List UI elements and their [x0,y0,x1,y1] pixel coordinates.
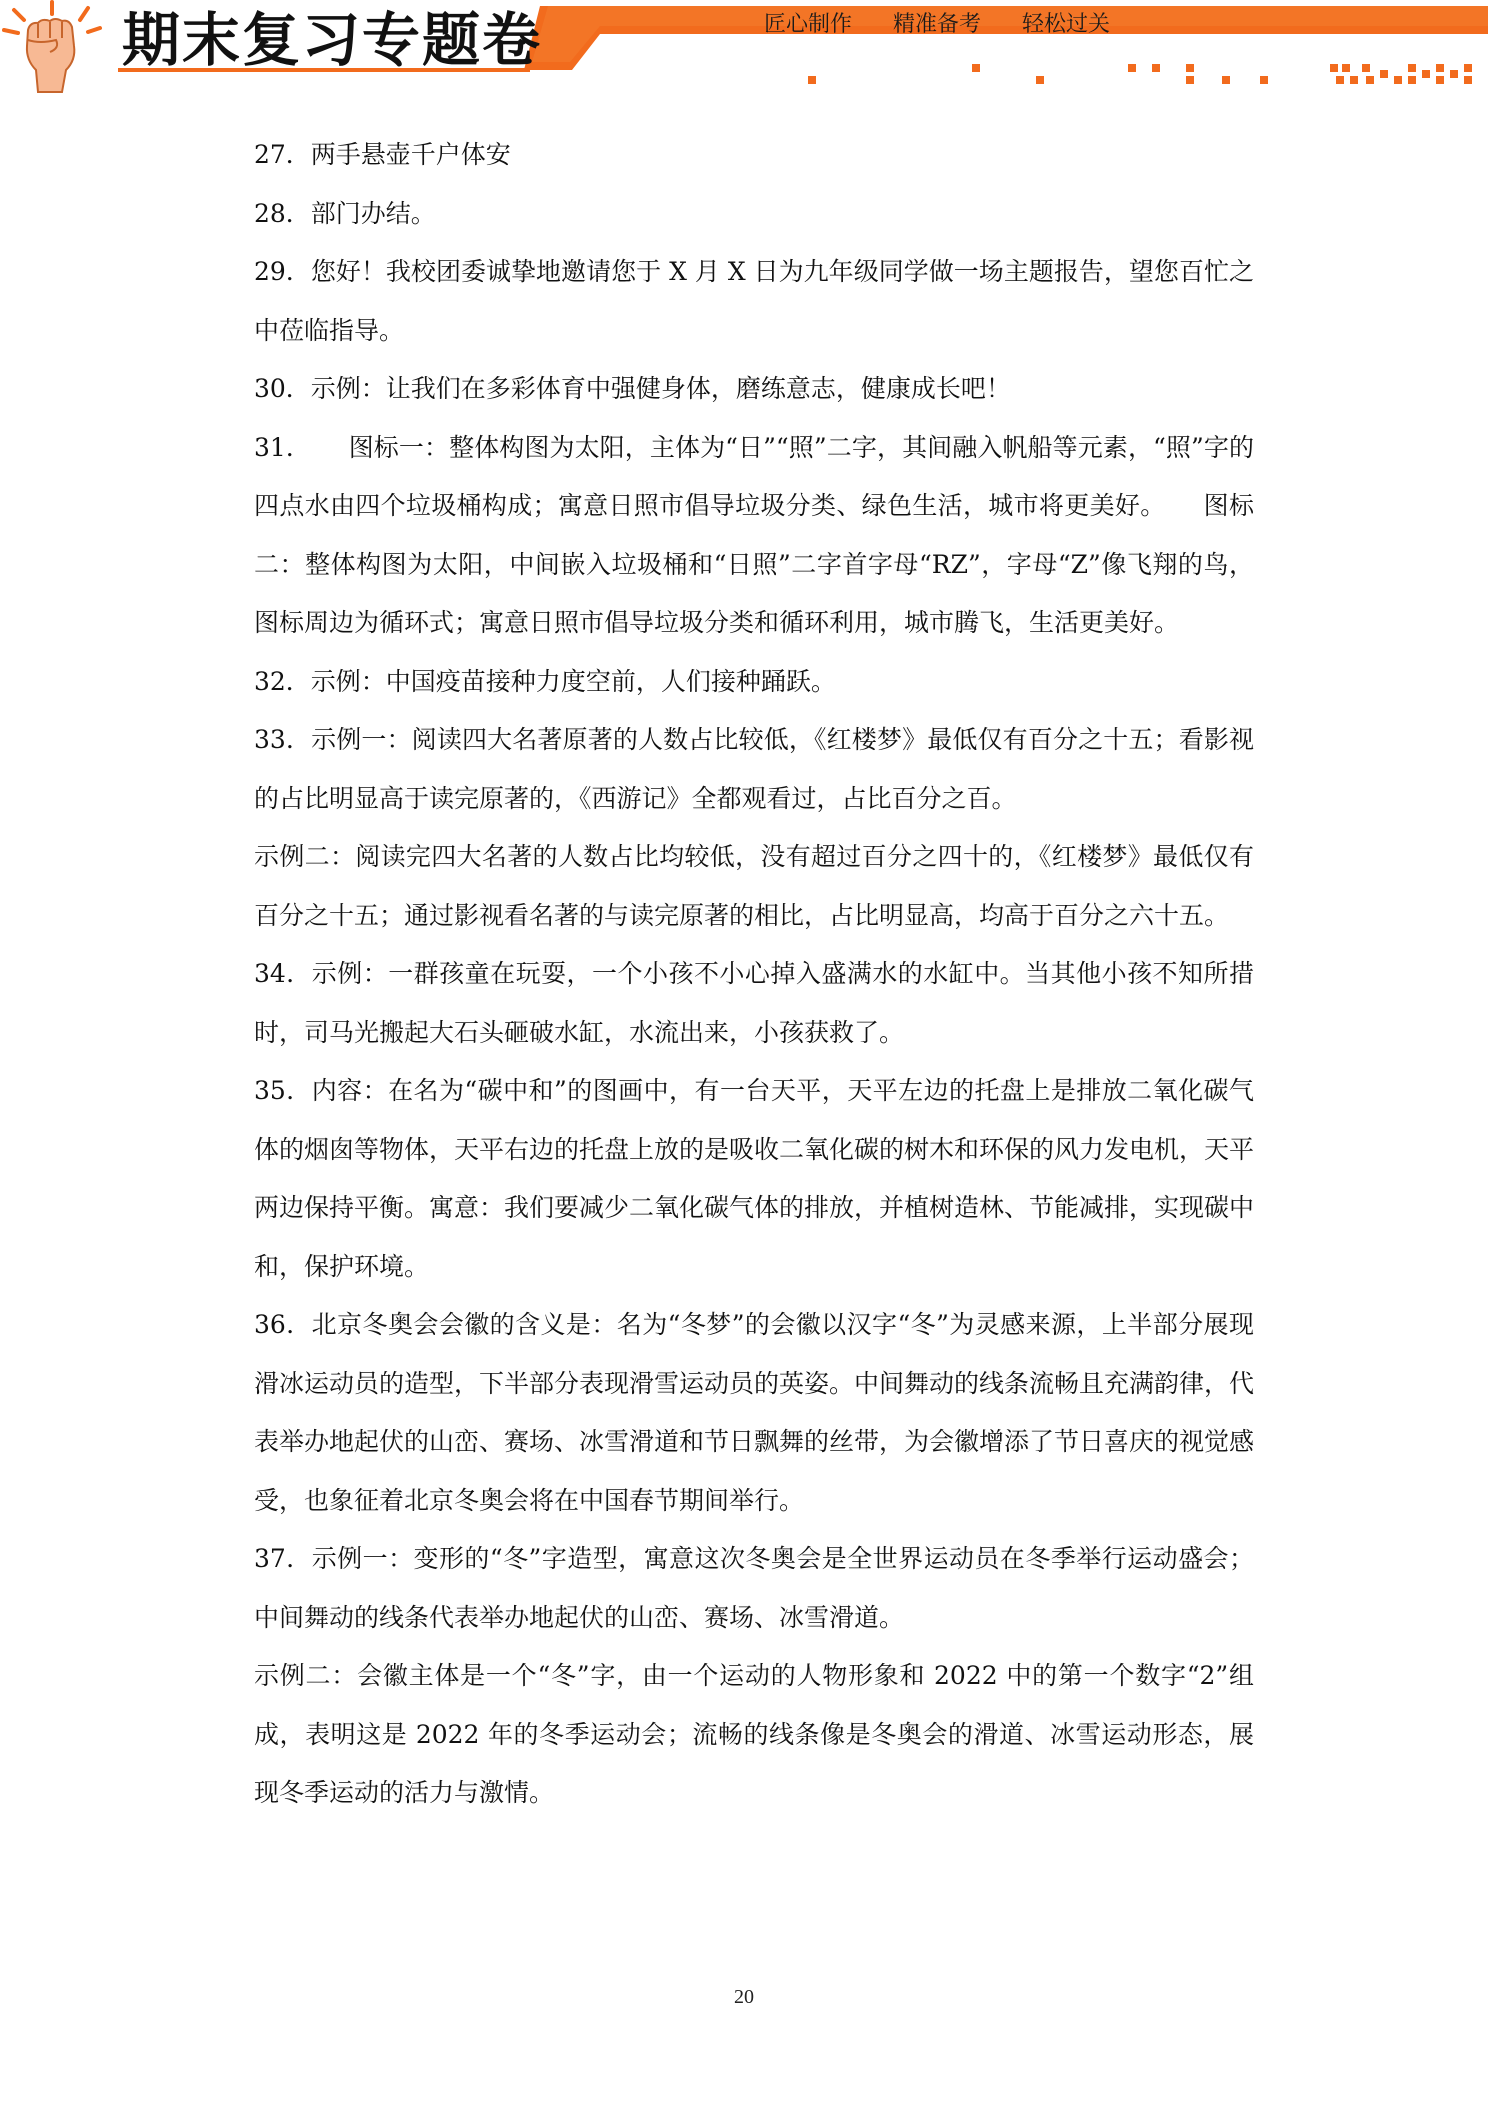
slogan [764,8,1110,42]
answer-paragraph: 32．示例：中国疫苗接种力度空前，人们接种踊跃。 [254,666,836,696]
answer-paragraph: 33．示例一：阅读四大名著原著的人数占比较低，《红楼梦》最低仅有百分之十五；看影视的占比明显高于读完原著的，《西游记》全都观看过，占比百分之百。 [254,725,1254,813]
answer-paragraph: 29．您好！我校团委诚挚地邀请您于 X 月 X 日为九年级同学做一场主题报告，望您百忙之中莅临指导。 [254,257,1254,345]
answer-paragraph: 34．示例：一群孩童在玩耍，一个小孩不小心掉入盛满水的水缸中。当其他小孩不知所措时，司马光搬起大石头砸破水缸，水流出来，小孩获救了。 [254,959,1254,1047]
answer-paragraph: 36．北京冬奥会会徽的含义是：名为“冬梦”的会徽以汉字“冬”为灵感来源，上半部分展现滑冰运动员的造型，下半部分表现滑雪运动员的英姿。中间舞动的线条流畅且充满韵律，代表举办地起伏的山峦、赛场、冰雪滑道和节日飘舞的丝带，为会徽增添了节日喜庆的视觉感受，也象征着北京冬奥会将在中国春节期间举行。 [254,1310,1255,1515]
answer-paragraph: 30．示例：让我们在多彩体育中强健身体，磨练意志，健康成长吧！ [254,374,1011,403]
answer-paragraph: 示例二：阅读完四大名著的人数占比均较低，没有超过百分之四十的，《红楼梦》最低仅有百分之十五；通过影视看名著的与读完原著的相比，占比明显高，均高于百分之六十五。 [254,842,1254,930]
fist-icon [0,0,104,94]
slogan-item: 匠心制作 [764,12,853,37]
page-number: 20 [734,1986,754,2008]
banner-title: 期末复习专题卷 [122,6,543,74]
answer-paragraph: 37．示例一：变形的“冬”字造型，寓意这次冬奥会是全世界运动员在冬季举行运动盛会；中间舞动的线条代表举办地起伏的山峦、赛场、冰雪滑道。 [254,1544,1254,1632]
answer-paragraph: 示例二：会徽主体是一个“冬”字，由一个运动的人物形象和 2022 中的第一个数字“2”组成，表明这是 2022 年的冬季运动会；流畅的线条像是冬奥会的滑道、冰雪运动形态，展现冬季运动的活力与激情。 [254,1661,1254,1807]
answer-paragraph: 28．部门办结。 [254,198,436,228]
answer-paragraph: 27．两手悬壶千户体安 [254,140,511,169]
answer-paragraph: 31． 图标一：整体构图为太阳，主体为“日”“照”二字，其间融入帆船等元素，“照”字的四点水由四个垃圾桶构成；寓意日照市倡导垃圾分类、绿色生活，城市将更美好。 图标二：整体构图为太阳，中间嵌入垃圾桶和“日照”二字首字母“RZ”，字母“Z”像飞翔的鸟，图标周边为循环式；寓意日照市倡导垃圾分类和循环利用，城市腾飞，生活更美好。 [254,432,1254,637]
header-banner [0,0,1488,100]
answer-content [254,126,1254,1823]
answer-paragraph: 35．内容：在名为“碳中和”的图画中，有一台天平，天平左边的托盘上是排放二氧化碳气体的烟囱等物体，天平右边的托盘上放的是吸收二氧化碳的树木和环保的风力发电机，天平两边保持平衡。寓意：我们要减少二氧化碳气体的排放，并植树造林、节能减排，实现碳中和，保护环境。 [254,1076,1255,1281]
slogan-item: 轻松过关 [1022,12,1111,37]
slogan-item: 精准备考 [893,12,982,37]
